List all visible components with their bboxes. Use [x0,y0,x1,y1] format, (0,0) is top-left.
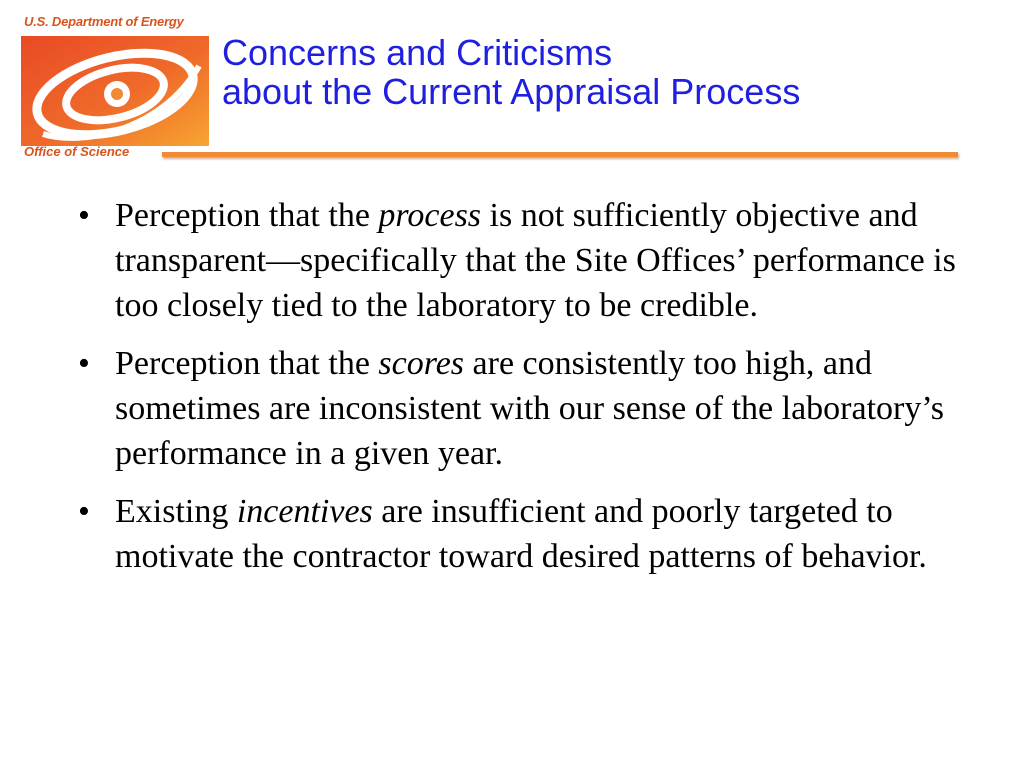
doe-logo [18,10,218,160]
bullet-item-incentives [72,489,982,579]
bullet-text-after: are insufficient and poorly targeted to motivate the contractor toward desired patterns of behavior. [115,493,927,575]
bullet-marker: • [78,493,90,530]
bullet-text-before: Existing [115,493,237,530]
bullet-list [72,193,982,592]
bullet-text-before: Perception that the [115,345,379,382]
bullet-marker: • [78,345,90,382]
bullet-text-after: is not sufficiently objective and transparent—specifically that the Site Offices’ performance is too closely tied to the laboratory to be credible. [115,197,956,324]
logo-office-text: Office of Science [24,144,130,159]
title-line-2: about the Current Appraisal Process [222,71,801,112]
bullet-item-scores [72,341,982,476]
bullet-item-process [72,193,982,328]
bullet-text-before: Perception that the [115,197,379,234]
bullet-marker: • [78,197,90,234]
bullet-emphasis: incentives [236,493,373,530]
logo-department-text: U.S. Department of Energy [24,14,184,29]
bullet-text-after: are consistently too high, and sometimes are inconsistent with our sense of the laboratory’s performance in a given year. [115,345,945,472]
title-line-1: Concerns and Criticisms [222,32,613,73]
header-divider [162,152,958,157]
office-of-science-emblem-icon [21,36,209,146]
bullet-emphasis: scores [378,345,465,382]
bullet-emphasis: process [378,197,482,234]
slide-title [222,33,800,111]
